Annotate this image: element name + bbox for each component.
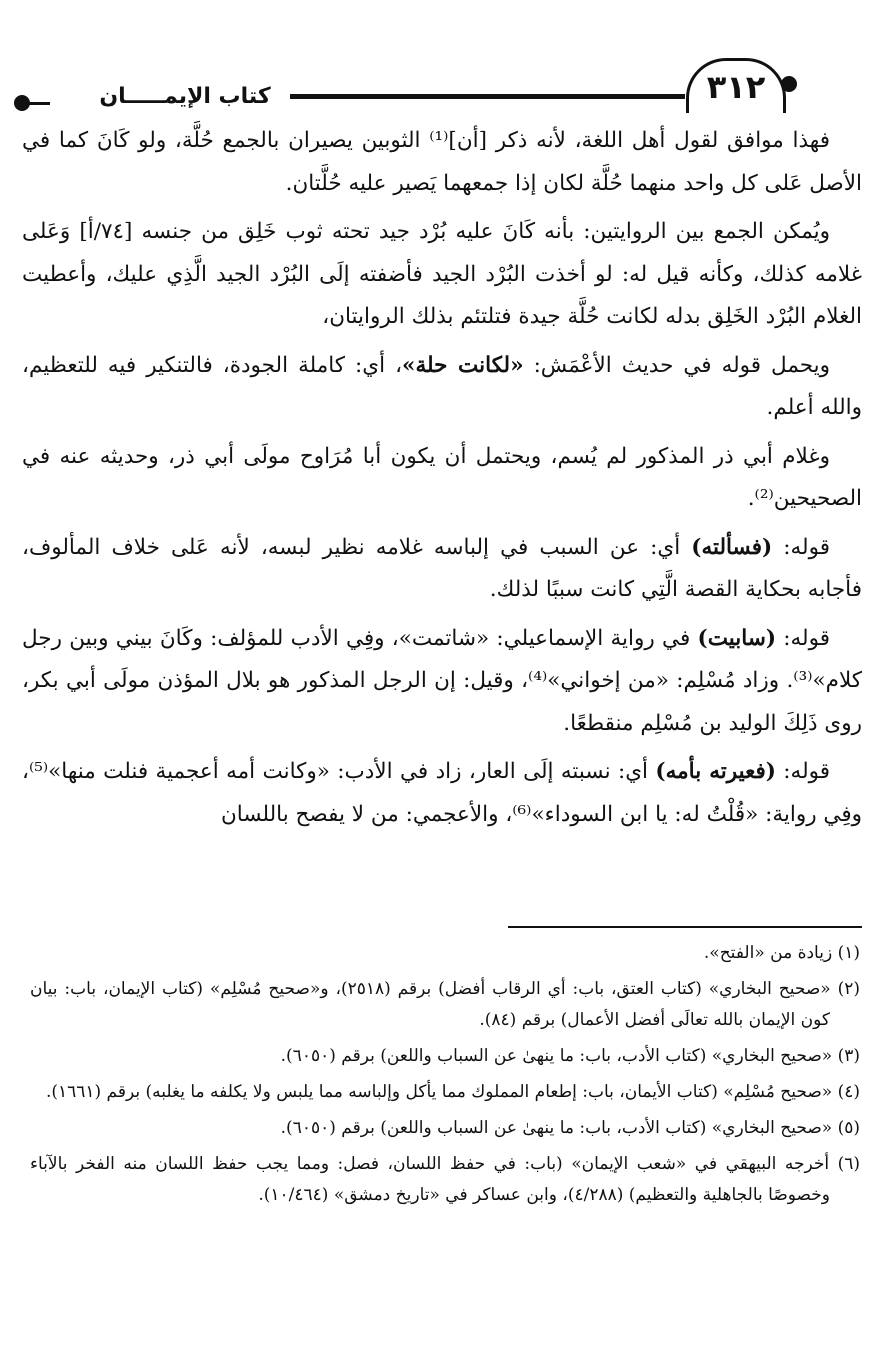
footnote: (٢) «صحيح البخاري» (كتاب العتق، باب: أي الرقاب أفضل) برقم (٢٥١٨)، و«صحيح مُسْلِم» (كتاب الإيمان، باب: بيان كون الإيمان بالله تعالَى أفضل الأعمال) برقم (٨٤). <box>30 979 860 1030</box>
main-text <box>22 120 862 842</box>
page-number: ٣١٢ <box>686 58 786 113</box>
book-title: كتاب الإيمـــــان <box>99 84 271 109</box>
header-ornament-dot-left <box>14 95 30 111</box>
quoted-term: (فسألته) <box>691 534 773 560</box>
footnote: (١) زيادة من «الفتح». <box>703 943 860 963</box>
paragraph: قوله: (فسألته) أي: عن السبب في إلباسه غلامه نظير لبسه، لأنه عَلى خلاف المألوف، فأجابه بحكاية القصة الَّتِي كانت سببًا لذلك. <box>22 534 862 602</box>
footnote: (٤) «صحيح مُسْلِم» (كتاب الأيمان، باب: إطعام المملوك مما يأكل وإلباسه مما يلبس ولا يكلفه ما يغلبه) برقم (١٦٦١). <box>45 1082 860 1102</box>
footnote: (٣) «صحيح البخاري» (كتاب الأدب، باب: ما ينهىٰ عن السباب واللعن) برقم (٦٠٥٠). <box>280 1046 860 1066</box>
footnote: (٥) «صحيح البخاري» (كتاب الأدب، باب: ما ينهىٰ عن السباب واللعن) برقم (٦٠٥٠). <box>280 1118 860 1138</box>
paragraph: قوله: (فعيرته بأمه) أي: نسبته إلَى العار، زاد في الأدب: «وكانت أمه أعجمية فنلت منها»⁽⁵⁾، وفِي رواية: «قُلْتُ له: يا ابن السوداء»⁽⁶⁾، والأعجمي: من لا يفصح باللسان <box>22 759 862 827</box>
page-header <box>0 40 885 120</box>
paragraph: ويُمكن الجمع بين الروايتين: بأنه كَانَ عليه بُرْد جيد تحته ثوب خَلِق من جنسه [٧٤/أ] وَعَلى غلامه كذلك، وكأنه قيل له: لو أخذت البُرْد الجيد فأضفته إلَى البُرْد الجيد الَّذِي عليك، وأعطيت الغلام البُرْد الخَلِق بدله لكانت حُلَّة جيدة فتلتئم بذلك الروايتان، <box>22 219 862 329</box>
paragraph: قوله: (سابيت) في رواية الإسماعيلي: «شاتمت»، وفِي الأدب للمؤلف: وكَانَ بيني وبين رجل كلام»⁽³⁾. وزاد مُسْلِم: «من إخواني»⁽⁴⁾، وقيل: إن الرجل المذكور هو بلال المؤذن مولَى أبي بكر، روى ذَلِكَ الوليد بن مُسْلِم منقطعًا. <box>22 625 863 736</box>
paragraph: ويحمل قوله في حديث الأعْمَش: «لكانت حلة»، أي: كاملة الجودة، فالتنكير فيه للتعظيم، والله أعلم. <box>22 352 862 420</box>
footnote: (٦) أخرجه البيهقي في «شعب الإيمان» (باب: في حفظ اللسان، فصل: ومما يجب حفظ اللسان منه الفخر بالآباء وخصوصًا بالجاهلية والتعظيم) (٤/٢٨٨)، وابن عساكر في «تاريخ دمشق» (١٠/٤٦٤). <box>30 1154 860 1205</box>
header-rule <box>290 94 685 99</box>
quoted-term: (فعيرته بأمه) <box>655 759 776 784</box>
quoted-term: «لكانت حلة» <box>402 352 524 378</box>
quoted-term: (سابيت) <box>697 625 777 651</box>
footnotes <box>30 938 860 1216</box>
paragraph: فهذا موافق لقول أهل اللغة، لأنه ذكر [أن]⁽¹⁾ الثوبين يصيران بالجمع حُلَّة، ولو كَانَ كما في الأصل عَلى كل واحد منهما حُلَّة لكان إذا جمعهما يَصير عليه حُلَّتان. <box>22 128 862 196</box>
footnote-separator <box>508 926 862 928</box>
paragraph: وغلام أبي ذر المذكور لم يُسم، ويحتمل أن يكون أبا مُرَاوح مولَى أبي ذر، وحديثه عنه في الصحيحين⁽²⁾. <box>22 443 862 511</box>
